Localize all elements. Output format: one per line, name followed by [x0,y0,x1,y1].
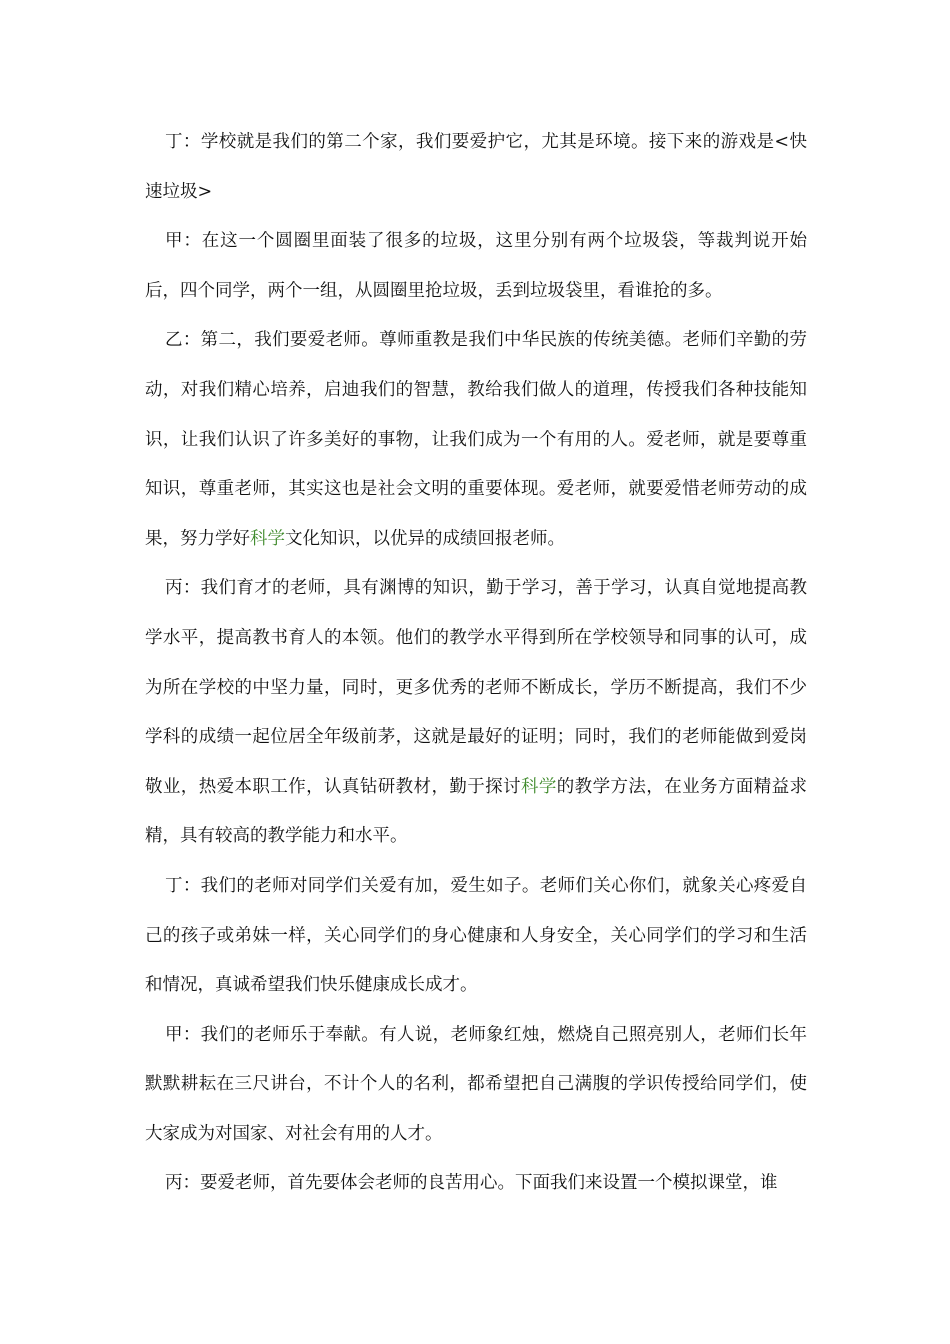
paragraph-text: 的教学方法，在业务方面精益求精，具有较高的教学能力和水平。 [145,776,808,847]
paragraph-ding-1 [145,118,807,217]
paragraph-bing-1 [145,564,807,862]
paragraph-text: 丙：要爱老师，首先要体会老师的良苦用心。下面我们来设置一个模拟课堂，谁 [165,1173,778,1194]
paragraph-text: 甲：我们的老师乐于奉献。有人说，老师象红烛，燃烧自己照亮别人，老师们长年默默耕耘在三尺讲台，不计个人的名利，都希望把自己满腹的学识传授给同学们，使大家成为对国家、对社会有用的人才。 [145,1024,807,1144]
paragraph-yi-1 [145,316,807,564]
paragraph-text: 文化知识，以优异的成绩回报老师。 [285,528,565,549]
document-body [145,118,807,1209]
paragraph-text: 乙：第二，我们要爱老师。尊师重教是我们中华民族的传统美德。老师们辛勤的劳动，对我们精心培养，启迪我们的智慧，教给我们做人的道理，传授我们各种技能知识，让我们认识了许多美好的事物，让我们成为一个有用的人。爱老师，就是要尊重知识，尊重老师，其实这也是社会文明的重要体现。爱老师，就要爱惜老师劳动的成果，努力学好 [145,330,807,549]
paragraph-text: 丁：学校就是我们的第二个家，我们要爱护它，尤其是环境。接下来的游戏是<快速垃圾> [145,132,807,202]
paragraph-text: 甲：在这一个圆圈里面装了很多的垃圾，这里分别有两个垃圾袋，等裁判说开始后，四个同学，两个一组，从圆圈里抢垃圾，丢到垃圾袋里，看谁抢的多。 [145,231,807,301]
paragraph-ding-2 [145,862,807,1011]
paragraph-jia-1 [145,217,807,316]
paragraph-jia-2 [145,1011,807,1160]
paragraph-text: 丙：我们育才的老师，具有渊博的知识，勤于学习，善于学习，认真自觉地提高教学水平，提高教书育人的本领。他们的教学水平得到所在学校领导和同事的认可，成为所在学校的中坚力量，同时，更多优秀的老师不断成长，学历不断提高，我们不少学科的成绩一起位居全年级前茅，这就是最好的证明；同时，我们的老师能做到爱岗敬业，热爱本职工作，认真钻研教材，勤于探讨 [145,578,807,797]
paragraph-text: 丁：我们的老师对同学们关爱有加，爱生如子。老师们关心你们，就象关心疼爱自己的孩子或弟妹一样，关心同学们的身心健康和人身安全，关心同学们的学习和生活和情况，真诚希望我们快乐健康成长成才。 [145,875,807,996]
science-link[interactable]: 科学 [520,776,557,797]
science-link[interactable]: 科学 [250,528,285,549]
paragraph-bing-2 [145,1159,807,1209]
